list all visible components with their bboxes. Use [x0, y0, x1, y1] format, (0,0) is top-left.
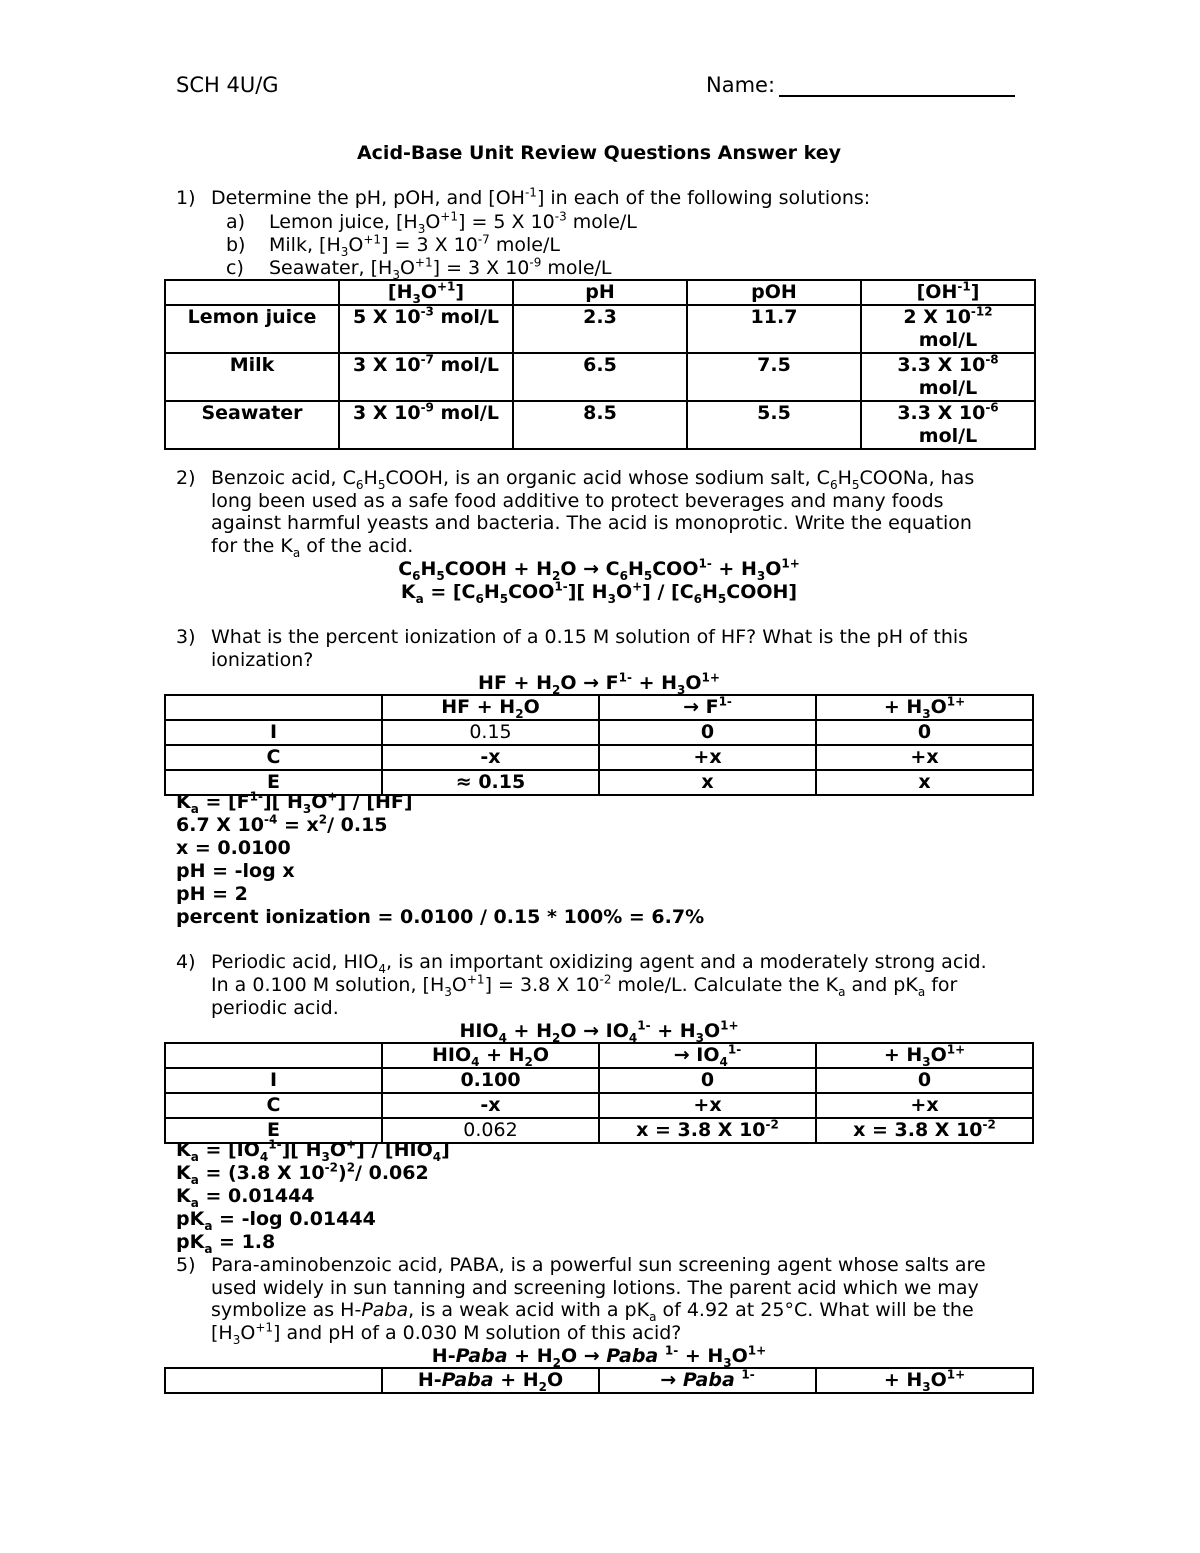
- q4-work-4: $pK_a = -\log$ 0.01444: [176, 1208, 376, 1233]
- row-label: Milk: [165, 353, 339, 401]
- q1-header-h3o: $[H_3O^{+1}]$: [339, 280, 513, 305]
- q3-line-2: ionization?: [211, 649, 314, 671]
- q1-table-header: [165, 280, 1035, 305]
- q4-work-3: $K_a = 0.01444$: [176, 1185, 315, 1210]
- table-row: [165, 353, 1035, 401]
- q5-equation: H-Paba + $H_2O$ → Paba $^{1-} + H_3O^{1+}$: [431, 1343, 767, 1370]
- q2-line-4: for the $K_a$ of the acid.: [211, 535, 414, 560]
- q4-header-reactants: $HIO_4 + H_2O$: [382, 1043, 599, 1068]
- table-row: [165, 305, 1035, 353]
- q1-item-c-letter: c): [226, 257, 244, 279]
- q4-table-header: [165, 1043, 1033, 1068]
- poh-cell: 5.5: [687, 401, 861, 449]
- table-row: I 0.15 0 0: [165, 720, 1033, 745]
- poh-cell: 7.5: [687, 353, 861, 401]
- q4-header-io4: → $IO_4^{1-}$: [599, 1043, 816, 1068]
- poh-cell: 11.7: [687, 305, 861, 353]
- course-code: SCH 4U/G: [176, 73, 279, 97]
- h3o-cell: 3 X $10^{-9}$ mol/L: [339, 401, 513, 449]
- q4-ice-table: [164, 1042, 1034, 1144]
- q3-work-1: $K_a = [F^{1-}]$[ $H_3O^+] / [HF]$: [176, 789, 413, 816]
- h3o-cell: 3 X $10^{-7}$ mol/L: [339, 353, 513, 401]
- q3-ice-table: [164, 694, 1034, 796]
- q4-e-io4-cell: x = 3.8 X $10^{-2}$: [599, 1118, 816, 1143]
- q5-ice-table: [164, 1367, 1034, 1394]
- q3-header-h3o: + $H_3O^{1+}$: [816, 695, 1033, 720]
- table-row: [165, 401, 1035, 449]
- table-row: E 0.062 x = 3.8 X $10^{-2}$ x = 3.8 X $10^{-2}$: [165, 1118, 1033, 1143]
- q3-table-header: [165, 695, 1033, 720]
- q3-work-4: pH = -log x: [176, 860, 295, 882]
- oh-cell: 3.3 X $10^{-8}$ mol/L: [861, 353, 1035, 401]
- q2-ka-expression: $K_a = [C_6H_5COO^{1-}]$[ $H_3O^+$] / $[C_6H_5COOH]$: [400, 579, 798, 606]
- name-field[interactable]: [706, 74, 1015, 97]
- q5-header-reactants: H-Paba + $H_2O$: [382, 1368, 599, 1393]
- q4-header-h3o: + $H_3O^{1+}$: [816, 1043, 1033, 1068]
- ph-cell: 2.3: [513, 305, 687, 353]
- q2-equation: $C_6H_5COOH + H_2O \to C_6H_5COO^{1-} + H_3O^{1+}$: [398, 556, 800, 583]
- q2-line-1: Benzoic acid, $C_6H_5COOH$, is an organic acid whose sodium salt, $C_6H_5COONa$, has: [211, 467, 975, 492]
- q3-work-5: pH = 2: [176, 883, 248, 905]
- q1-header-ph: pH: [513, 280, 687, 305]
- q1-item-b-letter: b): [226, 234, 246, 256]
- q2-line-3: against harmful yeasts and bacteria. The acid is monoprotic. Write the equation: [211, 512, 972, 534]
- row-label: Seawater: [165, 401, 339, 449]
- oh-cell: 3.3 X $10^{-6}$ mol/L: [861, 401, 1035, 449]
- ph-cell: 6.5: [513, 353, 687, 401]
- name-label: Name:: [706, 73, 776, 97]
- table-row: C -x +x +x: [165, 745, 1033, 770]
- q5-line-2: used widely in sun tanning and screening lotions. The parent acid which we may: [211, 1277, 979, 1299]
- q4-work-2: $K_a = (3.8$ X $10^{-2})^2/$ 0.062: [176, 1160, 429, 1187]
- q2-number: 2): [176, 467, 196, 489]
- q1-text: Determine the pH, pOH, and $[OH^{-1}]$ in each of the following solutions:: [211, 185, 871, 209]
- q4-header-empty: [165, 1043, 382, 1068]
- q4-work-5: $pK_a = 1.8$: [176, 1231, 276, 1256]
- q1-item-b: Milk, $[H_3O^{+1}] = 3$ X $10^{-7}$ mole/L: [269, 232, 560, 259]
- table-row: I 0.100 0 0: [165, 1068, 1033, 1093]
- q3-equation: HF + $H_2O \to F^{1-} + H_3O^{1+}$: [478, 670, 720, 697]
- name-blank-line[interactable]: [779, 75, 1015, 97]
- q3-work-6: percent ionization = 0.0100 / 0.15 * 100% = 6.7%: [176, 906, 705, 928]
- q1-table: [164, 279, 1036, 450]
- q1-item-a-letter: a): [226, 211, 246, 233]
- q5-line-1: Para-aminobenzoic acid, PABA, is a powerful sun screening agent whose salts are: [211, 1254, 986, 1276]
- q3-header-empty: [165, 695, 382, 720]
- q5-header-paba: → Paba $^{1-}$: [599, 1368, 816, 1393]
- q1-header-oh: $[OH^{-1}]$: [861, 280, 1035, 305]
- q3-number: 3): [176, 626, 196, 648]
- page-title: Acid-Base Unit Review Questions Answer key: [356, 142, 842, 164]
- q5-line-3: symbolize as H-Paba, is a weak acid with a $pK_a$ of 4.92 at 25°C. What will be the: [211, 1299, 974, 1324]
- table-row: E ≈ 0.15 x x: [165, 770, 1033, 795]
- q1-item-a: Lemon juice, $[H_3O^{+1}] = 5$ X $10^{-3}$ mole/L: [269, 209, 637, 236]
- ph-cell: 8.5: [513, 401, 687, 449]
- q5-header-h3o: + $H_3O^{1+}$: [816, 1368, 1033, 1393]
- q1-item-c: Seawater, $[H_3O^{+1}] = 3$ X $10^{-9}$ mole/L: [269, 255, 612, 282]
- q4-equation: $HIO_4 + H_2O \to IO_4^{1-} + H_3O^{1+}$: [459, 1018, 739, 1045]
- h3o-cell: 5 X $10^{-3}$ mol/L: [339, 305, 513, 353]
- q4-line-1: Periodic acid, $HIO_4$, is an important oxidizing agent and a moderately strong acid.: [211, 951, 987, 976]
- q1-number: 1): [176, 187, 196, 209]
- q2-line-2: long been used as a safe food additive to protect beverages and many foods: [211, 490, 944, 512]
- q5-table-header: [165, 1368, 1033, 1393]
- oh-cell: 2 X $10^{-12}$ mol/L: [861, 305, 1035, 353]
- q3-header-f: → $F^{1-}$: [599, 695, 816, 720]
- q3-line-1: What is the percent ionization of a 0.15 M solution of HF? What is the pH of this: [211, 626, 969, 648]
- q3-work-3: x = 0.0100: [176, 837, 291, 859]
- q3-work-2: 6.7 X $10^{-4} = x^2/$ 0.15: [176, 812, 388, 836]
- q4-line-2: In a 0.100 M solution, $[H_3O^{+1}] = 3.8$ X $10^{-2}$ mole/L. Calculate the $K_a$ and $pK_a$ for: [211, 972, 958, 999]
- q1-header-empty: [165, 280, 339, 305]
- q5-line-4: $[H_3O^{+1}]$ and pH of a 0.030 M solution of this acid?: [211, 1320, 682, 1347]
- q4-line-3: periodic acid.: [211, 997, 339, 1019]
- q4-number: 4): [176, 951, 196, 973]
- q4-work-1: $K_a = [IO_4^{1-}]$[ $H_3O^+] / [HIO_4]$: [176, 1137, 450, 1164]
- table-row: C -x +x +x: [165, 1093, 1033, 1118]
- q5-number: 5): [176, 1254, 196, 1276]
- q1-header-poh: pOH: [687, 280, 861, 305]
- q5-header-empty: [165, 1368, 382, 1393]
- q3-header-reactants: HF + $H_2O$: [382, 695, 599, 720]
- row-label: Lemon juice: [165, 305, 339, 353]
- q4-e-h3o-cell: x = 3.8 X $10^{-2}$: [816, 1118, 1033, 1143]
